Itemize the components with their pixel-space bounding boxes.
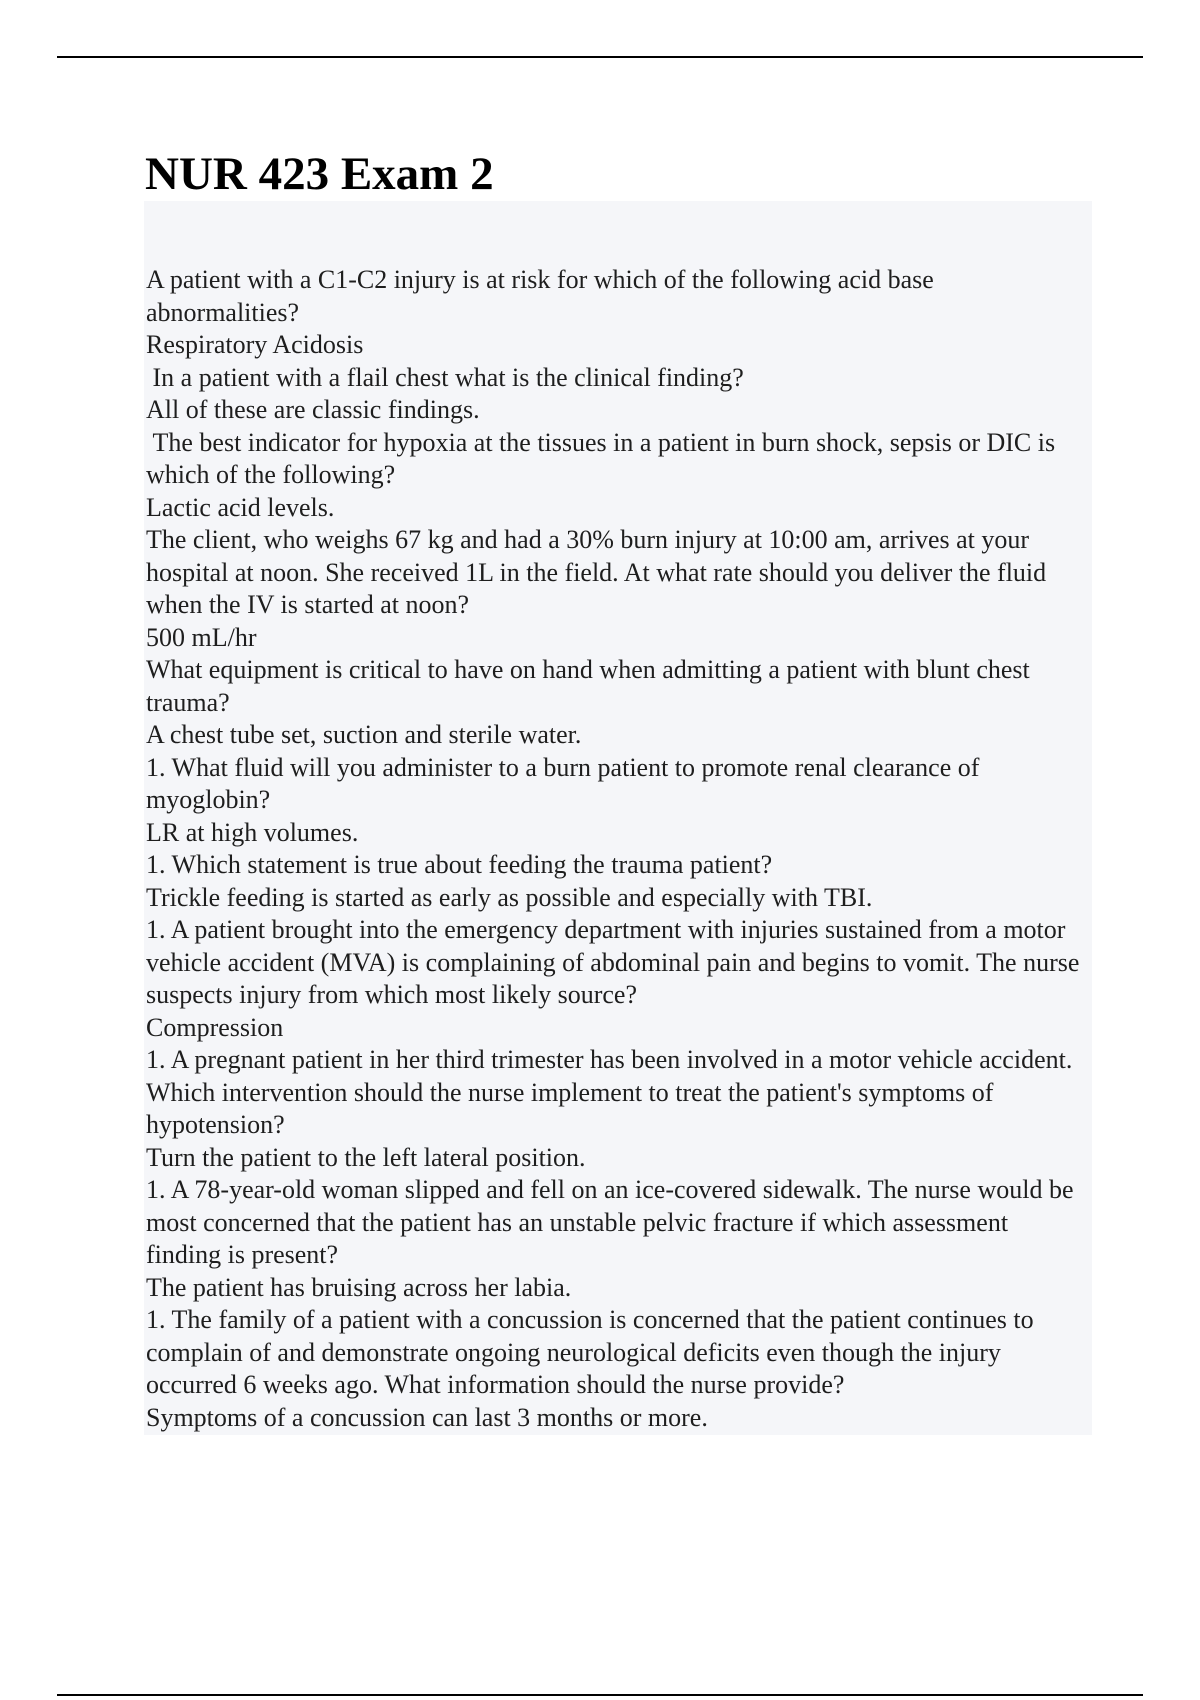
answer-line: Respiratory Acidosis xyxy=(146,330,364,359)
bottom-rule xyxy=(57,1694,1143,1696)
question-line: The best indicator for hypoxia at the tissues in a patient in burn shock, sepsis or DIC is which of the following? xyxy=(146,427,1062,489)
question-line: 1. A patient brought into the emergency department with injuries sustained from a motor vehicle accident (MVA) is complaining of abdominal pain and begins to vomit. The nurse suspects injury from which most likely source? xyxy=(146,915,1086,1009)
answer-line: All of these are classic findings. xyxy=(146,395,480,424)
question-line: In a patient with a flail chest what is the clinical finding? xyxy=(146,362,744,392)
qa-body xyxy=(146,264,1086,1434)
question-line: 1. A 78-year-old woman slipped and fell on an ice-covered sidewalk. The nurse would be most concerned that the patient has an unstable pelvic fracture if which assessment finding is present? xyxy=(146,1175,1081,1269)
top-rule xyxy=(57,56,1143,58)
answer-line: Symptoms of a concussion can last 3 months or more. xyxy=(146,1402,708,1432)
question-line: The client, who weighs 67 kg and had a 30% burn injury at 10:00 am, arrives at your hospital at noon. She received 1L in the field. At what rate should you deliver the fluid when the IV is started at noon? xyxy=(146,525,1053,619)
question-line: A patient with a C1-C2 injury is at risk for which of the following acid base abnormalities? xyxy=(146,265,941,327)
question-line: 1. A pregnant patient in her third trimester has been involved in a motor vehicle accident. Which intervention should the nurse implement to treat the patient's symptoms of hypotension? xyxy=(146,1045,1079,1139)
question-line: 1. What fluid will you administer to a burn patient to promote renal clearance of myoglobin? xyxy=(146,752,986,814)
answer-line: Turn the patient to the left lateral position. xyxy=(146,1142,586,1172)
answer-line: Trickle feeding is started as early as possible and especially with TBI. xyxy=(146,882,873,912)
answer-line: 500 mL/hr xyxy=(146,622,257,652)
answer-line: Lactic acid levels. xyxy=(146,492,335,522)
question-line: 1. The family of a patient with a concussion is concerned that the patient continues to complain of and demonstrate ongoing neurological deficits even though the injury occurred 6 weeks ago. What information should the nurse provide? xyxy=(146,1305,1041,1399)
answer-line: The patient has bruising across her labia. xyxy=(146,1272,572,1302)
answer-line: LR at high volumes. xyxy=(146,817,359,847)
question-line: 1. Which statement is true about feeding the trauma patient? xyxy=(146,850,773,879)
answer-line: A chest tube set, suction and sterile water. xyxy=(146,720,582,749)
question-line: What equipment is critical to have on hand when admitting a patient with blunt chest trauma? xyxy=(146,655,1037,717)
page-title: NUR 423 Exam 2 xyxy=(145,148,494,200)
answer-line: Compression xyxy=(146,1012,284,1042)
